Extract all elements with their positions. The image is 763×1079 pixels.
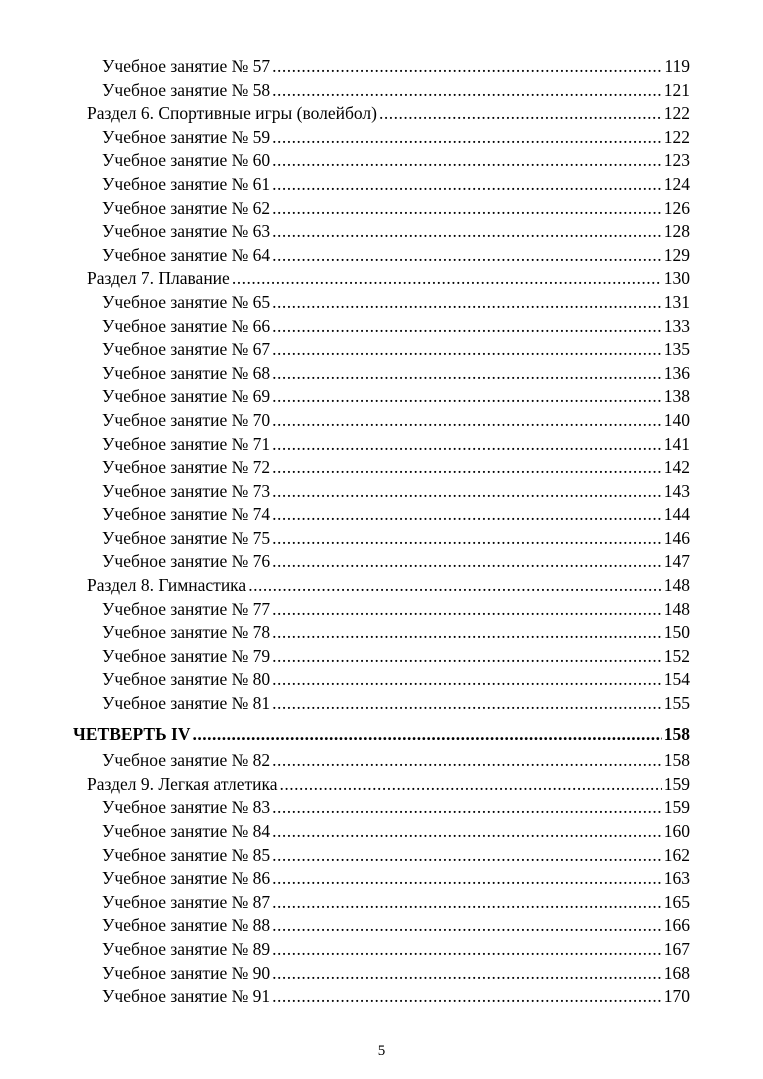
toc-lesson-entry (73, 621, 690, 645)
toc-leader-dots (272, 527, 662, 551)
toc-entry-page: 167 (663, 938, 690, 959)
toc-lesson-entry (73, 796, 690, 820)
toc-lesson-entry (73, 598, 690, 622)
toc-leader-dots (272, 985, 662, 1009)
toc-entry-page: 126 (663, 197, 690, 218)
toc-lesson-entry (73, 914, 690, 938)
toc-lesson-entry (73, 315, 690, 339)
toc-lesson-entry (73, 409, 690, 433)
toc-lesson-entry (73, 220, 690, 244)
toc-quarter-entry (73, 723, 690, 747)
toc-entry-page: 121 (663, 79, 690, 100)
toc-entry-page: 130 (663, 268, 690, 289)
toc-entry-page: 133 (663, 315, 690, 336)
toc-leader-dots (272, 338, 662, 362)
toc-leader-dots (272, 149, 662, 173)
toc-entry-title: Учебное занятие № 77 (102, 598, 271, 619)
toc-entry-title: Учебное занятие № 89 (102, 938, 271, 959)
toc-entry-title: Учебное занятие № 60 (102, 150, 271, 171)
toc-entry-title: Учебное занятие № 59 (102, 126, 271, 147)
toc-leader-dots (272, 291, 662, 315)
toc-lesson-entry (73, 291, 690, 315)
toc-entry-title: Учебное занятие № 65 (102, 291, 271, 312)
toc-entry-title: Учебное занятие № 80 (102, 669, 271, 690)
toc-entry-page: 128 (663, 221, 690, 242)
toc-entry-title: Учебное занятие № 78 (102, 622, 271, 643)
toc-entry-title: Учебное занятие № 73 (102, 480, 271, 501)
toc-leader-dots (232, 267, 662, 291)
toc-entry-page: 131 (663, 291, 690, 312)
toc-leader-dots (272, 820, 662, 844)
toc-leader-dots (272, 126, 662, 150)
toc-entry-title: Раздел 9. Легкая атлетика (87, 773, 278, 794)
toc-section-entry (73, 773, 690, 797)
toc-lesson-entry (73, 668, 690, 692)
toc-lesson-entry (73, 527, 690, 551)
toc-entry-title: Учебное занятие № 79 (102, 645, 271, 666)
toc-entry-title: Учебное занятие № 75 (102, 527, 271, 548)
toc-entry-page: 144 (663, 504, 690, 525)
toc-entry-page: 142 (663, 457, 690, 478)
toc-lesson-entry (73, 480, 690, 504)
toc-leader-dots (272, 385, 662, 409)
toc-leader-dots (272, 503, 662, 527)
toc-entry-title: Раздел 6. Спортивные игры (волейбол) (87, 103, 377, 124)
toc-entry-title: Учебное занятие № 91 (102, 986, 271, 1007)
toc-entry-page: 122 (663, 126, 690, 147)
toc-lesson-entry (73, 55, 690, 79)
toc-entry-title: Учебное занятие № 74 (102, 504, 271, 525)
toc-lesson-entry (73, 362, 690, 386)
toc-entry-page: 152 (663, 645, 690, 666)
toc-lesson-entry (73, 244, 690, 268)
toc-lesson-entry (73, 962, 690, 986)
toc-entry-title: Учебное занятие № 67 (102, 339, 271, 360)
toc-entry-title: Учебное занятие № 70 (102, 409, 271, 430)
toc-entry-page: 158 (663, 723, 690, 744)
toc-lesson-entry (73, 891, 690, 915)
toc-entry-title: Раздел 8. Гимнастика (87, 575, 247, 596)
toc-lesson-entry (73, 126, 690, 150)
toc-leader-dots (272, 914, 662, 938)
toc-lesson-entry (73, 844, 690, 868)
toc-entry-title: Учебное занятие № 66 (102, 315, 271, 336)
toc-entry-page: 143 (663, 480, 690, 501)
toc-leader-dots (272, 55, 662, 79)
toc-entry-title: Учебное занятие № 57 (102, 56, 271, 76)
toc-entry-title: Учебное занятие № 72 (102, 457, 271, 478)
toc-entry-title: Учебное занятие № 83 (102, 797, 271, 818)
toc-leader-dots (272, 244, 662, 268)
toc-leader-dots (272, 598, 662, 622)
toc-entry-page: 119 (664, 56, 690, 76)
toc-entry-title: Учебное занятие № 71 (102, 433, 271, 454)
toc-lesson-entry (73, 692, 690, 716)
toc-entry-page: 138 (663, 386, 690, 407)
toc-entry-title: Учебное занятие № 85 (102, 844, 271, 865)
toc-lesson-entry (73, 79, 690, 103)
toc-leader-dots (272, 938, 662, 962)
toc-entry-title: Учебное занятие № 61 (102, 173, 271, 194)
toc-entry-title: Учебное занятие № 84 (102, 821, 271, 841)
table-of-contents (73, 55, 690, 1009)
toc-lesson-entry (73, 550, 690, 574)
page-number: 5 (377, 1043, 386, 1059)
toc-entry-page: 159 (663, 797, 690, 818)
toc-entry-page: 147 (663, 551, 690, 572)
toc-entry-page: 135 (663, 339, 690, 360)
toc-entry-title: Учебное занятие № 68 (102, 362, 271, 383)
toc-entry-title: Учебное занятие № 64 (102, 244, 271, 265)
toc-entry-page: 160 (663, 821, 690, 841)
toc-entry-page: 141 (663, 433, 690, 454)
toc-leader-dots (272, 962, 662, 986)
toc-leader-dots (272, 796, 662, 820)
toc-entry-page: 136 (663, 362, 690, 383)
toc-entry-title: Раздел 7. Плавание (87, 268, 230, 289)
toc-lesson-entry (73, 456, 690, 480)
toc-lesson-entry (73, 867, 690, 891)
toc-entry-title: Учебное занятие № 81 (102, 693, 271, 714)
toc-entry-page: 122 (663, 103, 690, 124)
toc-entry-title: Учебное занятие № 63 (102, 221, 271, 242)
toc-leader-dots (272, 173, 662, 197)
toc-entry-page: 155 (663, 693, 690, 714)
toc-leader-dots (272, 362, 662, 386)
toc-lesson-entry (73, 385, 690, 409)
toc-entry-page: 163 (663, 868, 690, 889)
toc-lesson-entry (73, 749, 690, 773)
toc-leader-dots (272, 844, 662, 868)
toc-lesson-entry (73, 503, 690, 527)
toc-entry-title: Учебное занятие № 76 (102, 551, 271, 572)
toc-section-entry (73, 102, 690, 126)
toc-leader-dots (272, 749, 662, 773)
toc-entry-title: Учебное занятие № 88 (102, 915, 271, 936)
toc-leader-dots (272, 550, 662, 574)
toc-section-entry (73, 267, 690, 291)
toc-entry-title: Учебное занятие № 82 (102, 750, 271, 771)
toc-lesson-entry (73, 820, 690, 844)
toc-lesson-entry (73, 197, 690, 221)
toc-lesson-entry (73, 338, 690, 362)
toc-lesson-entry (73, 433, 690, 457)
toc-entry-title: Учебное занятие № 86 (102, 868, 271, 889)
toc-entry-page: 165 (663, 891, 690, 912)
toc-leader-dots (272, 692, 662, 716)
toc-entry-page: 123 (663, 150, 690, 171)
toc-leader-dots (272, 867, 662, 891)
toc-lesson-entry (73, 938, 690, 962)
toc-leader-dots (272, 456, 662, 480)
toc-entry-title: Учебное занятие № 58 (102, 79, 271, 100)
toc-entry-title: Учебное занятие № 87 (102, 891, 271, 912)
toc-leader-dots (280, 773, 662, 797)
toc-entry-page: 148 (663, 575, 690, 596)
toc-leader-dots (272, 79, 662, 103)
toc-entry-title: Учебное занятие № 62 (102, 197, 271, 218)
toc-leader-dots (272, 220, 662, 244)
toc-leader-dots (272, 409, 662, 433)
toc-entry-title: Учебное занятие № 69 (102, 386, 271, 407)
toc-section-entry (73, 574, 690, 598)
toc-entry-page: 148 (663, 598, 690, 619)
toc-leader-dots (272, 315, 662, 339)
toc-entry-page: 159 (663, 773, 690, 794)
toc-lesson-entry (73, 985, 690, 1009)
toc-entry-page: 154 (663, 669, 690, 690)
toc-entry-page: 124 (663, 173, 690, 194)
toc-entry-page: 166 (663, 915, 690, 936)
toc-entry-page: 170 (663, 986, 690, 1007)
toc-entry-page: 150 (663, 622, 690, 643)
toc-entry-page: 158 (663, 750, 690, 771)
toc-leader-dots (379, 102, 662, 126)
toc-entry-page: 146 (663, 527, 690, 548)
toc-leader-dots (248, 574, 662, 598)
toc-lesson-entry (73, 149, 690, 173)
toc-entry-page: 162 (663, 844, 690, 865)
toc-entry-page: 129 (663, 244, 690, 265)
toc-leader-dots (272, 668, 662, 692)
toc-entry-page: 168 (663, 962, 690, 983)
toc-leader-dots (272, 621, 662, 645)
toc-entry-title: ЧЕТВЕРТЬ IV (73, 723, 191, 744)
toc-leader-dots (272, 645, 662, 669)
toc-leader-dots (272, 197, 662, 221)
toc-lesson-entry (73, 645, 690, 669)
toc-leader-dots (193, 723, 662, 747)
toc-leader-dots (272, 891, 662, 915)
toc-leader-dots (272, 433, 662, 457)
toc-leader-dots (272, 480, 662, 504)
toc-lesson-entry (73, 173, 690, 197)
toc-entry-page: 140 (663, 409, 690, 430)
toc-entry-title: Учебное занятие № 90 (102, 962, 271, 983)
